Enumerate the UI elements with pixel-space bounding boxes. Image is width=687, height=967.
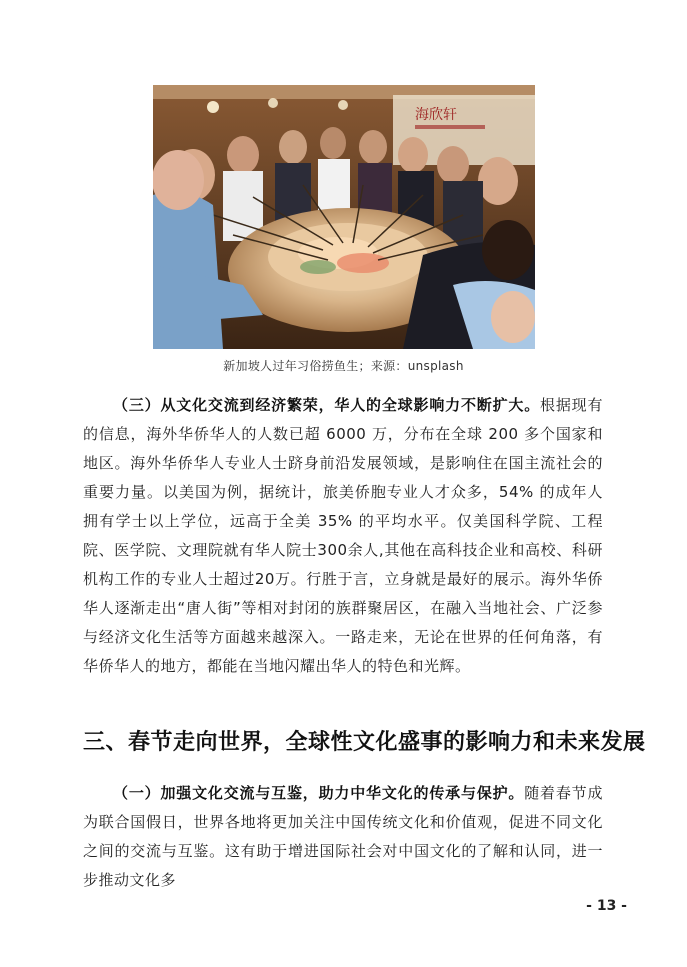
section-heading: 三、春节走向世界，全球性文化盛事的影响力和未来发展 — [83, 730, 646, 755]
paragraph-body: 根据现有的信息，海外华侨华人的人数已超 6000 万，分布在全球 200 多个国家和地区。海外华侨华人专业人士跻身前沿发展领域，是影响住在国主流社会的重要力量。以美国为例，据统计，旅美侨胞专业人才众多，54% 的成年人拥有学士以上学位，远高于全美 35% 的平均水平。仅美国科学院、工程院、医学院、文理院就有华人院士300余人,其他在高科技企业和高校、科研机构工作的专业人士超过20万。行胜于言，立身就是最好的展示。海外华侨华人逐渐走出“唐人街”等相对封闭的族群聚居区，在融入当地社会、广泛参与经济文化生活等方面越来越深入。一路走来，无论在世界的任何角落，有华侨华人的地方，都能在当地闪耀出华人的特色和光辉。 — [83, 396, 603, 675]
page-number: - 13 - — [586, 898, 627, 914]
paragraph-body: 随着春节成为联合国假日，世界各地将更加关注中国传统文化和价值观，促进不同文化之间的交流与互鉴。这有助于增进国际社会对中国文化的了解和认同，进一步推动文化多 — [83, 784, 603, 889]
paragraph-cultural-exchange — [83, 779, 603, 895]
paragraph-global-influence — [83, 391, 603, 681]
paragraph-lead: （一）加强文化交流与互鉴，助力中华文化的传承与保护。 — [113, 784, 525, 802]
restaurant-sign: 海欣轩 — [415, 107, 457, 123]
yusheng-photo — [153, 85, 535, 349]
photo-caption: 新加坡人过年习俗捞鱼生；来源：unsplash — [223, 359, 464, 373]
paragraph-lead: （三）从文化交流到经济繁荣，华人的全球影响力不断扩大。 — [113, 396, 541, 414]
